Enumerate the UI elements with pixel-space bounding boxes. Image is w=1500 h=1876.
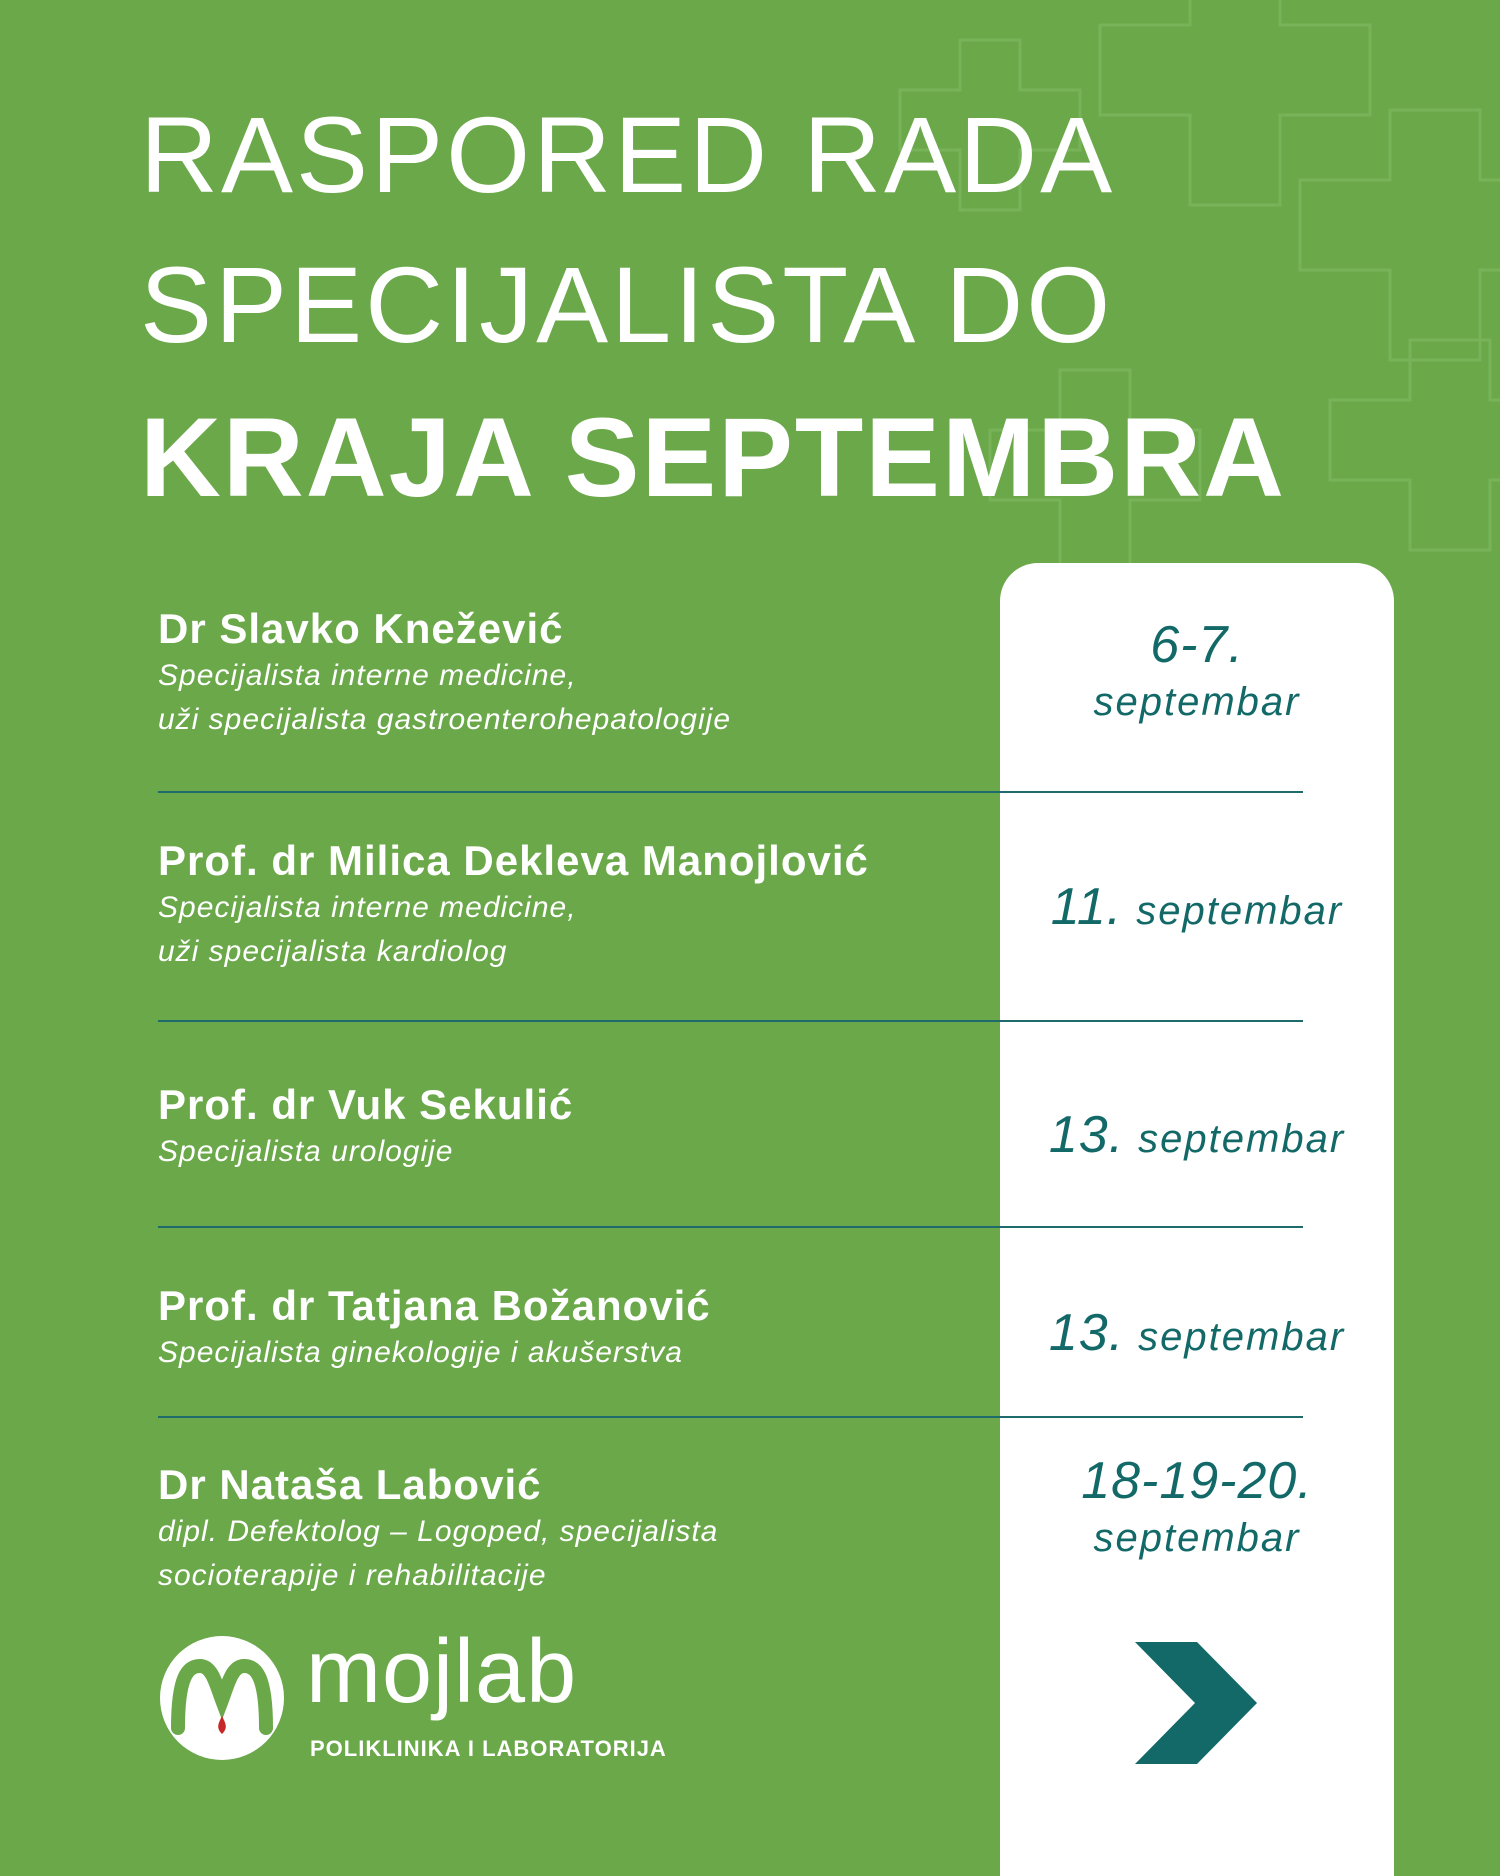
doctor-specialty: uži specijalista kardiolog — [158, 935, 508, 968]
doctor-name: Prof. dr Tatjana Božanović — [158, 1282, 711, 1329]
date-day: 6-7. — [1150, 616, 1244, 674]
date-month: septembar — [1093, 680, 1301, 724]
date-month: septembar — [1138, 1117, 1346, 1161]
mojlab-logo-icon — [160, 1636, 284, 1760]
date-day: 13. — [1048, 1106, 1125, 1164]
doctor-entry — [158, 604, 978, 742]
title-line-3: KRAJA SEPTEMBRA — [140, 395, 1286, 520]
doctor-entry — [158, 1281, 978, 1375]
doctor-specialty: socioterapije i rehabilitacije — [158, 1559, 547, 1592]
title-line-2: SPECIJALISTA DO — [140, 244, 1114, 365]
schedule-date — [1000, 1104, 1394, 1166]
title-line-1: RASPORED RADA — [140, 94, 1116, 215]
doctor-name: Dr Nataša Labović — [158, 1461, 542, 1508]
row-divider — [158, 1020, 1303, 1022]
doctor-name: Prof. dr Vuk Sekulić — [158, 1081, 574, 1128]
date-day: 18-19-20. — [1081, 1452, 1313, 1510]
doctor-entry — [158, 1460, 978, 1598]
date-day: 13. — [1048, 1304, 1125, 1362]
doctor-entry — [158, 1080, 978, 1174]
row-divider — [158, 1416, 1303, 1418]
brand-tagline: POLIKLINIKA I LABORATORIJA — [310, 1736, 667, 1761]
row-divider — [158, 1226, 1303, 1228]
row-divider — [158, 791, 1303, 793]
date-month: septembar — [1093, 1516, 1301, 1560]
schedule-date — [1000, 1302, 1394, 1364]
doctor-specialty: Specijalista interne medicine, — [158, 659, 577, 692]
brand-name: mojlab — [306, 1622, 578, 1722]
doctor-name: Dr Slavko Knežević — [158, 605, 564, 652]
doctor-specialty: Specijalista urologije — [158, 1135, 454, 1168]
doctor-specialty: Specijalista ginekologije i akušerstva — [158, 1336, 683, 1369]
schedule-date — [1000, 876, 1394, 938]
schedule-date — [1000, 1450, 1394, 1564]
date-month: septembar — [1138, 1315, 1346, 1359]
doctor-specialty: Specijalista interne medicine, — [158, 891, 577, 924]
doctor-specialty: uži specijalista gastroenterohepatologije — [158, 703, 732, 736]
date-day: 11. — [1050, 878, 1123, 936]
date-month: septembar — [1136, 889, 1344, 933]
doctor-name: Prof. dr Milica Dekleva Manojlović — [158, 837, 869, 884]
chevron-right-icon[interactable] — [1135, 1642, 1257, 1764]
doctor-specialty: dipl. Defektolog – Logoped, specijalista — [158, 1515, 719, 1548]
schedule-date — [1000, 614, 1394, 728]
doctor-entry — [158, 836, 978, 974]
